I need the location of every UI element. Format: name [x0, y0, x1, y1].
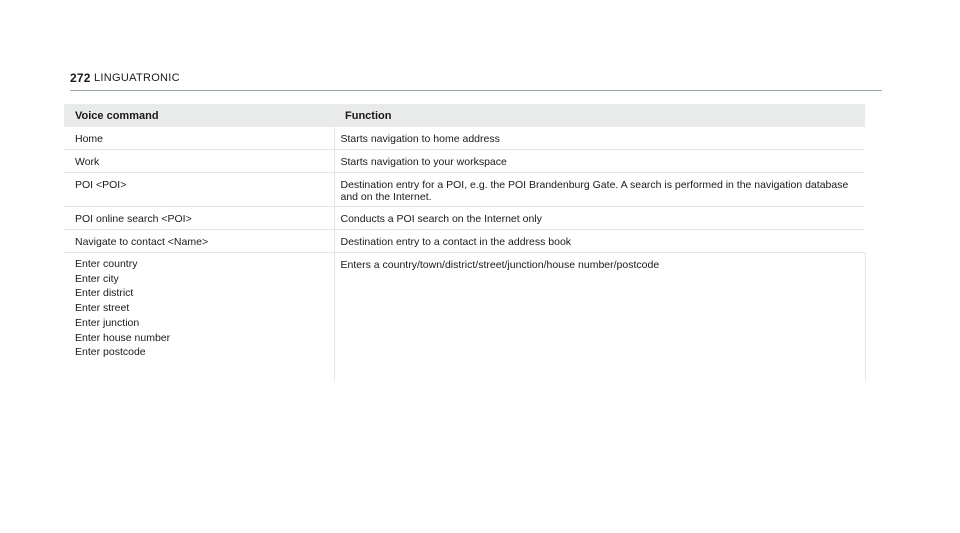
command-enter-postcode: Enter postcode	[75, 346, 146, 359]
command-enter-country: Enter country	[75, 258, 138, 270]
page-number: 272	[70, 71, 91, 85]
voice-command-cell: Work	[64, 150, 334, 173]
voice-command-cell: Home	[64, 127, 334, 150]
command-enter-house-number: Enter house number	[75, 331, 171, 344]
voice-command-cell: POI online search <POI>	[64, 207, 334, 230]
function-cell: Enters a country/town/district/street/junction/house number/postcode	[334, 253, 865, 382]
voice-command-cell	[64, 253, 334, 382]
table-row	[64, 127, 865, 150]
voice-command-table	[64, 104, 866, 381]
table-row	[64, 150, 865, 173]
section-title: LINGUATRONIC	[94, 72, 180, 84]
command-enter-junction: Enter junction	[75, 316, 140, 329]
command-enter-district: Enter district	[75, 287, 134, 300]
column-header-function: Function	[334, 104, 865, 127]
function-cell: Destination entry for a POI, e.g. the POI Brandenburg Gate. A search is performed in the navigation database and on the Internet.	[334, 173, 865, 207]
table-row	[64, 253, 865, 382]
function-cell: Starts navigation to your workspace	[334, 150, 865, 173]
table-row	[64, 173, 865, 207]
column-header-voice-command: Voice command	[64, 104, 334, 127]
table-row	[64, 207, 865, 230]
function-cell: Destination entry to a contact in the address book	[334, 230, 865, 253]
page-header	[70, 70, 882, 91]
function-cell: Starts navigation to home address	[334, 127, 865, 150]
function-cell: Conducts a POI search on the Internet only	[334, 207, 865, 230]
command-enter-city: Enter city	[75, 272, 119, 285]
table-row	[64, 230, 865, 253]
command-enter-street: Enter street	[75, 302, 130, 315]
voice-command-cell: Navigate to contact <Name>	[64, 230, 334, 253]
voice-command-cell: POI <POI>	[64, 173, 334, 207]
table-header-row	[64, 104, 865, 127]
